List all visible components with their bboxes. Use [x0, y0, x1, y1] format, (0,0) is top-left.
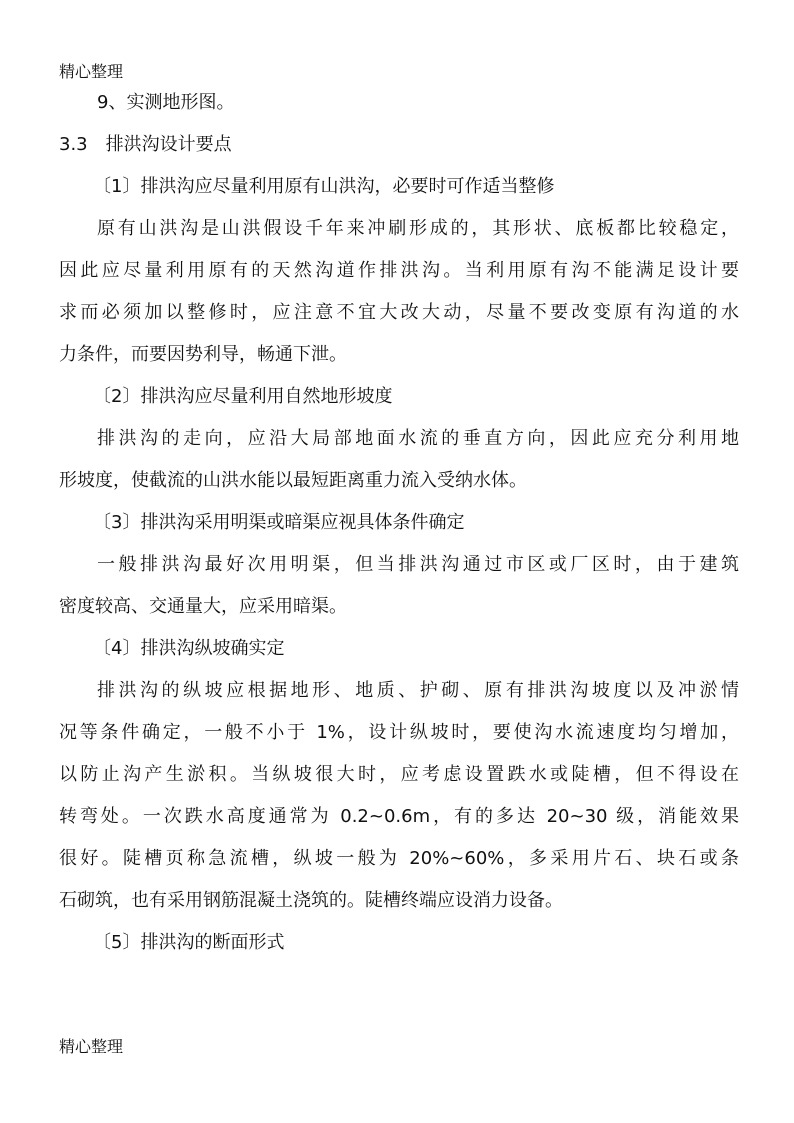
paragraph-line: 石砌筑，也有采用钢筋混凝土浇筑的。陡槽终端应设消力设备。 — [59, 890, 563, 911]
page-footer: 精心整理 — [59, 1037, 124, 1056]
paragraph-line: 一般排洪沟最好次用明渠，但当排洪沟通过市区或厂区时，由于建筑 — [97, 554, 739, 575]
subsection-heading-1: 〔1〕排洪沟应尽量利用原有山洪沟，必要时可作适当整修 — [93, 176, 555, 197]
page-header: 精心整理 — [59, 62, 124, 81]
subsection-heading-3: 〔3〕排洪沟采用明渠或暗渠应视具体条件确定 — [93, 512, 465, 533]
list-item-9: 9、实测地形图。 — [97, 92, 235, 113]
paragraph-line: 排洪沟的走向，应沿大局部地面水流的垂直方向，因此应充分利用地 — [97, 428, 739, 449]
paragraph-line: 很好。陡槽页称急流槽，纵坡一般为 20%~60%，多采用片石、块石或条 — [59, 848, 739, 869]
paragraph-line: 原有山洪沟是山洪假设千年来冲刷形成的，其形状、底板都比较稳定， — [97, 218, 739, 239]
paragraph-line: 求而必须加以整修时，应注意不宜大改大动，尽量不要改变原有沟道的水 — [59, 302, 739, 323]
paragraph-line: 转弯处。一次跌水高度通常为 0.2~0.6m，有的多达 20~30 级，消能效果 — [59, 806, 739, 827]
paragraph-line: 况等条件确定，一般不小于 1%，设计纵坡时，要使沟水流速度均匀增加， — [59, 722, 739, 743]
paragraph-line: 力条件，而要因势利导，畅通下泄。 — [59, 344, 347, 365]
section-heading-3-3: 3.3 排洪沟设计要点 — [59, 134, 232, 155]
subsection-heading-4: 〔4〕排洪沟纵坡确实定 — [93, 638, 285, 659]
paragraph-line: 因此应尽量利用原有的天然沟道作排洪沟。当利用原有沟不能满足设计要 — [59, 260, 739, 281]
paragraph-line: 以防止沟产生淤积。当纵坡很大时，应考虑设置跌水或陡槽，但不得设在 — [59, 764, 739, 785]
document-body — [59, 88, 739, 970]
paragraph-line: 密度较高、交通量大，应采用暗渠。 — [59, 596, 347, 617]
paragraph-line: 形坡度，使截流的山洪水能以最短距离重力流入受纳水体。 — [59, 470, 527, 491]
subsection-heading-5: 〔5〕排洪沟的断面形式 — [93, 932, 285, 953]
paragraph-line: 排洪沟的纵坡应根据地形、地质、护砌、原有排洪沟坡度以及冲淤情 — [97, 680, 739, 701]
subsection-heading-2: 〔2〕排洪沟应尽量利用自然地形坡度 — [93, 386, 393, 407]
